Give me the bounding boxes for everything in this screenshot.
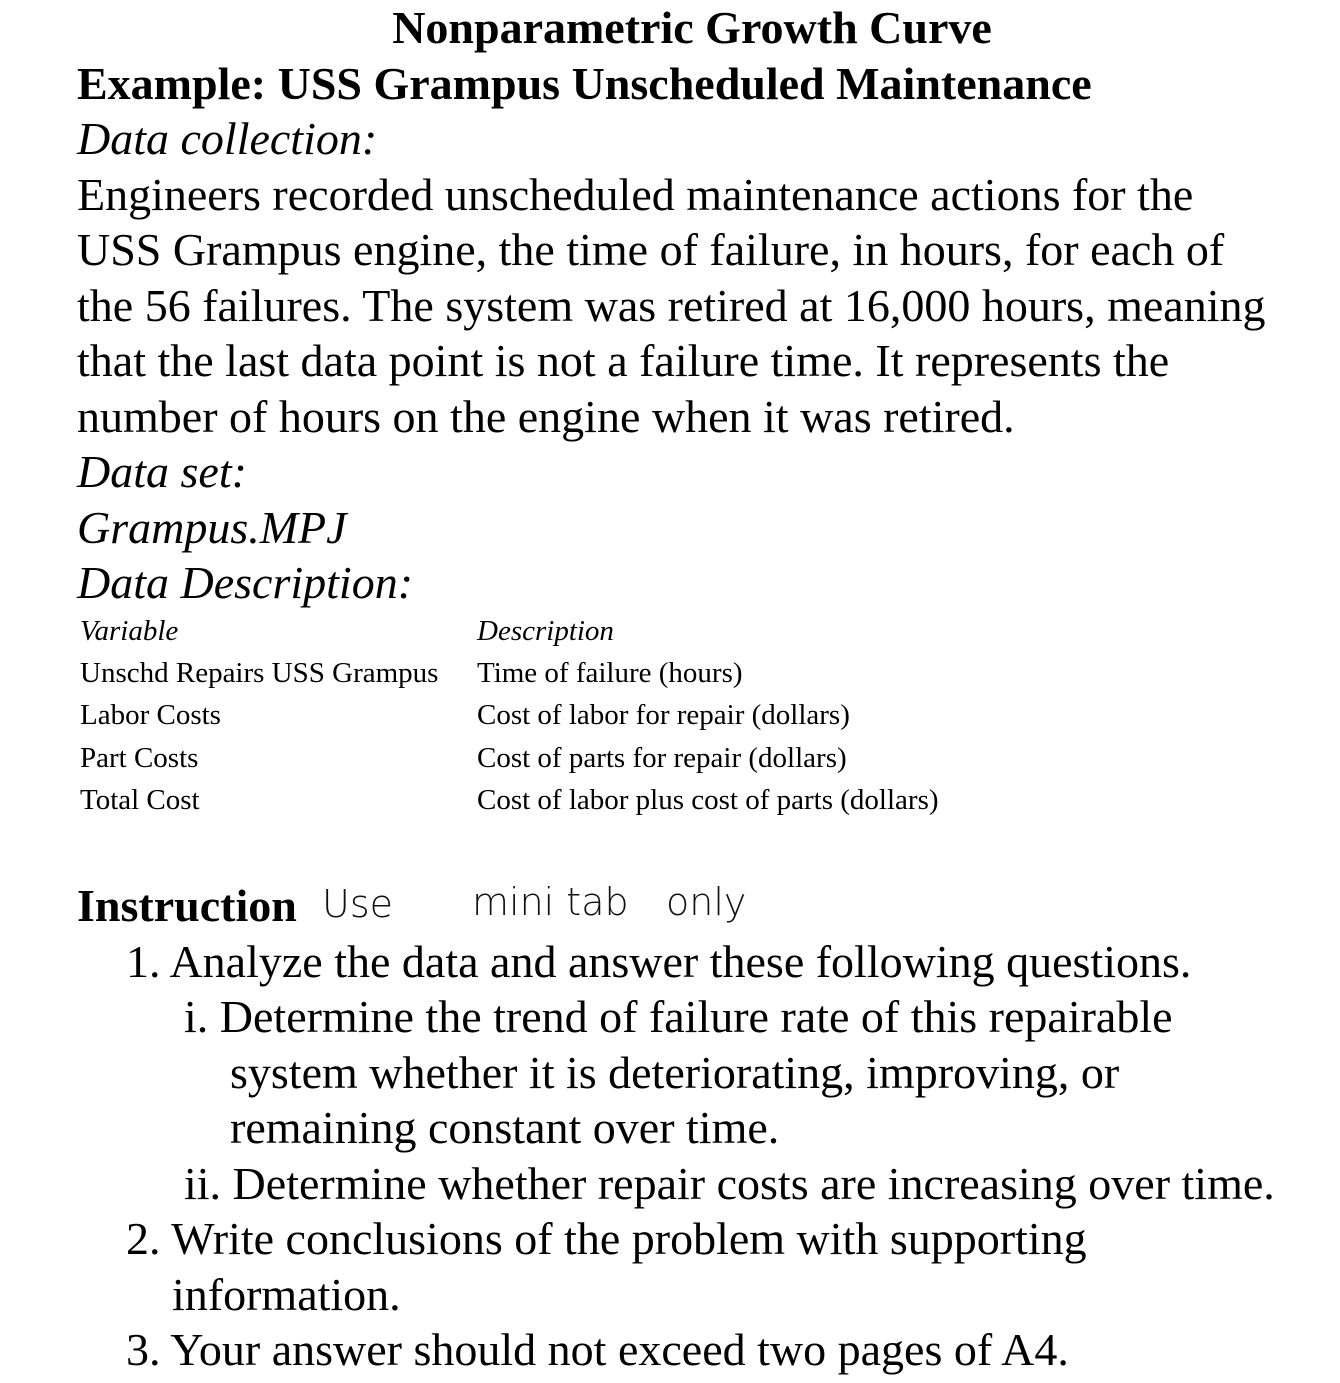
table-cell-variable: Part Costs	[80, 742, 199, 774]
data-collection-line: USS Grampus engine, the time of failure, in hours, for each of	[77, 224, 1225, 275]
data-collection-line: the 56 failures. The system was retired at 16,000 hours, meaning	[77, 280, 1266, 331]
data-set-label: Data set:	[77, 446, 247, 497]
instruction-item: 3. Your answer should not exceed two pages of A4.	[126, 1324, 1069, 1375]
table-cell-description: Cost of labor for repair (dollars)	[477, 699, 850, 731]
instruction-subitem-continued: remaining constant over time.	[230, 1102, 780, 1153]
instruction-item-continued: information.	[172, 1269, 401, 1320]
table-header-description: Description	[477, 615, 614, 647]
handwritten-note-word: mini tab	[472, 880, 629, 924]
instruction-subitem-continued: system whether it is deteriorating, improving, or	[230, 1047, 1120, 1098]
data-set-filename: Grampus.MPJ	[77, 502, 347, 553]
table-cell-variable: Unschd Repairs USS Grampus	[80, 657, 439, 689]
table-header-variable: Variable	[80, 615, 179, 647]
table-cell-description: Cost of parts for repair (dollars)	[477, 742, 847, 774]
table-cell-description: Time of failure (hours)	[477, 657, 743, 689]
instruction-subitem: ii. Determine whether repair costs are increasing over time.	[184, 1158, 1275, 1209]
page-title: Nonparametric Growth Curve	[392, 2, 992, 53]
page-subtitle: Example: USS Grampus Unscheduled Maintenance	[77, 58, 1092, 109]
table-cell-description: Cost of labor plus cost of parts (dollars)	[477, 784, 939, 816]
table-cell-variable: Labor Costs	[80, 699, 221, 731]
data-description-label: Data Description:	[77, 557, 414, 608]
table-cell-variable: Total Cost	[80, 784, 200, 816]
handwritten-note-word: only	[666, 880, 747, 924]
data-collection-line: Engineers recorded unscheduled maintenance actions for the	[77, 169, 1194, 220]
instruction-item: 2. Write conclusions of the problem with supporting	[126, 1213, 1087, 1264]
data-collection-label: Data collection:	[77, 113, 378, 164]
data-collection-line: that the last data point is not a failure time. It represents the	[77, 335, 1170, 386]
instruction-item: 1. Analyze the data and answer these following questions.	[126, 936, 1192, 987]
instruction-subitem: i. Determine the trend of failure rate of this repairable	[184, 991, 1173, 1042]
instruction-label: Instruction	[77, 880, 297, 931]
data-collection-line: number of hours on the engine when it was retired.	[77, 391, 1015, 442]
handwritten-note-word: Use	[322, 882, 393, 926]
